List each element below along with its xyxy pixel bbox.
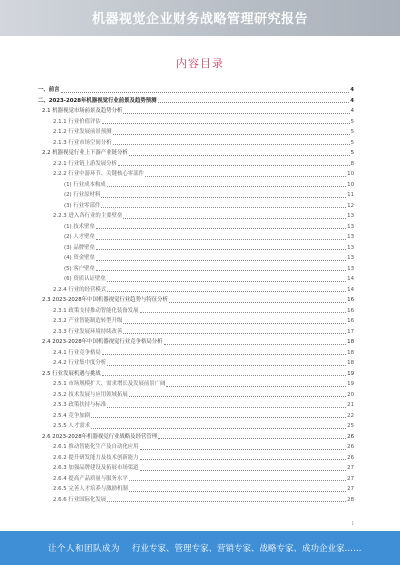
page-number: 1 <box>351 521 354 526</box>
toc-entry-label: 2.1.1 行业价值评估 <box>53 118 101 125</box>
toc-entry-page: 27 <box>347 486 354 493</box>
toc-entry[interactable] <box>38 493 354 504</box>
toc-entry[interactable] <box>38 335 354 346</box>
toc-entry-page: 26 <box>347 433 354 440</box>
toc-entry[interactable] <box>38 398 354 409</box>
toc-leader-dots <box>140 470 347 471</box>
toc-entry[interactable] <box>38 146 354 157</box>
toc-entry-label: (3) 品牌壁垒 <box>64 244 95 251</box>
toc-leader-dots <box>102 354 346 355</box>
toc-leader-dots <box>158 438 346 439</box>
toc-entry-label: 2.3.2 产业智能制造转型升级 <box>53 318 123 325</box>
toc-entry-label: 2.2.1 行业链上游发展分析 <box>53 160 117 167</box>
toc-entry[interactable] <box>38 367 354 378</box>
toc-entry-page: 27 <box>347 475 354 482</box>
toc-leader-dots <box>96 260 346 261</box>
toc-entry[interactable] <box>38 104 354 115</box>
toc-entry-page: 20 <box>347 391 354 398</box>
toc-entry-label: (5) 客户壁垒 <box>64 265 95 272</box>
toc-leader-dots <box>140 312 347 313</box>
toc-leader-dots <box>96 249 346 250</box>
toc-entry-page: 13 <box>347 213 354 220</box>
toc-entry-label: 2.6.4 提高产品质量与服务水平 <box>53 475 128 482</box>
toc-leader-dots <box>129 155 350 156</box>
toc-leader-dots <box>96 239 346 240</box>
toc-entry[interactable] <box>38 325 354 336</box>
toc-entry-label: 2.2.4 行业的经营模式 <box>53 286 107 293</box>
toc-leader-dots <box>140 449 347 450</box>
toc-leader-dots <box>158 102 350 103</box>
toc-leader-dots <box>107 365 346 366</box>
toc-entry-label: 2.1.2 行业发展前景预测 <box>53 129 112 136</box>
toc-entry[interactable] <box>38 461 354 472</box>
toc-entry-page: 17 <box>347 328 354 335</box>
toc-leader-dots <box>113 134 350 135</box>
toc-entry-page: 22 <box>347 412 354 419</box>
toc-leader-dots <box>107 501 346 502</box>
toc-entry-page: 16 <box>347 318 354 325</box>
toc-entry-label: 2.2 机器视觉行业上下游产业链分析 <box>42 150 128 157</box>
toc-leader-dots <box>129 491 346 492</box>
toc-entry[interactable] <box>38 230 354 241</box>
footer-slogan: 让个人和团队成为 <box>48 544 121 554</box>
toc-entry-page: 4 <box>350 108 354 115</box>
toc-entry-page: 10 <box>347 181 354 188</box>
toc-entry-page: 8 <box>350 160 354 167</box>
toc-leader-dots <box>123 333 346 334</box>
toc-leader-dots <box>140 459 347 460</box>
toc-leader-dots <box>107 407 346 408</box>
toc-entry-page: 13 <box>347 234 354 241</box>
footer-banner <box>0 531 400 565</box>
toc-entry-label: (4) 资金壁垒 <box>64 255 95 262</box>
toc-entry-page: 25 <box>347 423 354 430</box>
toc-entry[interactable] <box>38 209 354 220</box>
toc-entry-page: 13 <box>347 255 354 262</box>
toc-entry-page: 13 <box>347 244 354 251</box>
toc-leader-dots <box>91 428 346 429</box>
toc-leader-dots <box>102 375 346 376</box>
toc-entry[interactable] <box>38 220 354 231</box>
toc-entry-page: 5 <box>350 129 354 136</box>
toc-entry[interactable] <box>38 377 354 388</box>
toc-entry-label: (2) 行业原材料 <box>64 192 101 199</box>
toc-entry[interactable] <box>38 262 354 273</box>
toc-leader-dots <box>107 186 346 187</box>
toc-entry[interactable] <box>38 83 354 94</box>
toc-entry-page: 19 <box>347 370 354 377</box>
toc-entry[interactable] <box>38 188 354 199</box>
toc-leader-dots <box>123 218 346 219</box>
footer-tagline: 行业专家、管理专家、营销专家、战略专家、成功企业家…… <box>132 544 362 554</box>
toc-entry[interactable] <box>38 283 354 294</box>
toc-leader-dots <box>145 176 346 177</box>
toc-entry-label: 2.4 2023-2028年中国机器视觉行业竞争格局分析 <box>42 339 163 346</box>
toc-entry-page: 28 <box>347 496 354 503</box>
toc-entry[interactable] <box>38 178 354 189</box>
toc-entry[interactable] <box>38 115 354 126</box>
toc-entry-label: 2.5 行业发展机遇与挑战 <box>42 370 101 377</box>
toc-entry[interactable] <box>38 293 354 304</box>
toc-entry-label: 2.5.5 人才需求 <box>53 423 90 430</box>
toc-entry-label: 一、前言 <box>38 87 60 94</box>
toc-entry-page: 12 <box>347 202 354 209</box>
toc-leader-dots <box>169 302 346 303</box>
toc-entry-label: 2.2.3 进入各行业的主要壁垒 <box>53 213 123 220</box>
toc-entry-page: 19 <box>347 381 354 388</box>
toc-entry-page: 26 <box>347 444 354 451</box>
toc-entry-page: 18 <box>347 349 354 356</box>
toc-entry-page: 4 <box>350 87 354 94</box>
toc-entry[interactable] <box>38 167 354 178</box>
toc-leader-dots <box>118 165 350 166</box>
toc-entry-page: 16 <box>347 297 354 304</box>
toc-entry-label: (6) 资质认证壁垒 <box>64 276 106 283</box>
toc-entry-label: 2.6.6 行业国际化发展 <box>53 496 107 503</box>
toc-entry[interactable] <box>38 94 354 105</box>
toc-entry[interactable] <box>38 346 354 357</box>
toc-entry[interactable] <box>38 430 354 441</box>
toc-entry[interactable] <box>38 136 354 147</box>
toc-entry-label: 2.5.2 技术发展与应用领域拓展 <box>53 391 128 398</box>
toc-entry-label: 2.1.3 行业市场空间分析 <box>53 139 112 146</box>
toc-leader-dots <box>101 197 346 198</box>
toc-leader-dots <box>107 291 346 292</box>
toc-leader-dots <box>102 123 350 124</box>
toc-entry-page: 13 <box>347 223 354 230</box>
toc-entry-label: 2.5.3 政策扶持与标准 <box>53 402 107 409</box>
toc-entry[interactable] <box>38 472 354 483</box>
toc-leader-dots <box>96 228 346 229</box>
header-banner <box>0 0 400 36</box>
toc-entry-page: 5 <box>350 150 354 157</box>
toc-entry-page: 14 <box>347 276 354 283</box>
toc-leader-dots <box>113 144 350 145</box>
toc-entry-label: (1) 技术壁垒 <box>64 223 95 230</box>
toc-leader-dots <box>129 396 346 397</box>
toc-entry-label: 2.6 2023-2028年机器视觉行业战略及经营管理 <box>42 433 158 440</box>
toc-entry[interactable] <box>38 251 354 262</box>
toc-leader-dots <box>96 270 346 271</box>
report-title: 机器视觉企业财务战略管理研究报告 <box>91 12 308 27</box>
toc-leader-dots <box>91 417 346 418</box>
toc-leader-dots <box>166 386 346 387</box>
toc-entry-page: 16 <box>347 307 354 314</box>
toc-entry[interactable] <box>38 388 354 399</box>
toc-entry-page: 27 <box>347 465 354 472</box>
toc-entry-label: 二、2023-2028年机器视觉行业前景及趋势预测 <box>38 97 157 104</box>
toc-entry-page: 11 <box>347 192 354 199</box>
toc-entry-label: 2.2.2 行业中游环节、关键核心零部件 <box>53 171 144 178</box>
toc-entry-label: 2.5.1 市场规模扩大、需求增长及发展前景广阔 <box>53 381 166 388</box>
toc-entry[interactable] <box>38 419 354 430</box>
toc-entry-page: 18 <box>347 339 354 346</box>
toc-entry-label: 2.6.3 加强品牌建设及拓展市场渠道 <box>53 465 139 472</box>
toc-entry-label: 2.6.5 完善人才培养与激励机制 <box>53 486 128 493</box>
toc-entry-page: 4 <box>350 97 354 104</box>
toc-leader-dots <box>129 480 346 481</box>
toc-leader-dots <box>107 281 346 282</box>
toc-leader-dots <box>123 113 349 114</box>
toc-entry-label: (3) 行业零部件 <box>64 202 101 209</box>
toc-entry-page: 5 <box>350 118 354 125</box>
toc-entry-label: (1) 行业成本构成 <box>64 181 106 188</box>
toc-entry[interactable] <box>38 482 354 493</box>
toc-entry-page: 10 <box>347 171 354 178</box>
toc-entry[interactable] <box>38 440 354 451</box>
toc-entry[interactable] <box>38 451 354 462</box>
toc-entry-page: 14 <box>347 286 354 293</box>
toc-entry[interactable] <box>38 356 354 367</box>
toc-leader-dots <box>164 344 347 345</box>
toc-entry-page: 21 <box>347 402 354 409</box>
toc-entry-label: (2) 人才壁垒 <box>64 234 95 241</box>
toc-entry-page: 18 <box>347 360 354 367</box>
toc-entry-page: 26 <box>347 454 354 461</box>
toc-entry-label: 2.1 机器视觉市场前景及趋势分析 <box>42 108 123 115</box>
toc-entry[interactable] <box>38 272 354 283</box>
toc-heading: 内容目录 <box>176 57 224 70</box>
toc-entry-label: 2.3 2023-2028年中国机器视觉行业趋势与特征分析 <box>42 297 168 304</box>
toc-entry[interactable] <box>38 409 354 420</box>
toc-leader-dots <box>123 323 346 324</box>
toc-entry-page: 5 <box>350 139 354 146</box>
toc-entry[interactable] <box>38 304 354 315</box>
toc-entry-label: 2.3.3 行业发展环境持续改善 <box>53 328 123 335</box>
toc-entry-label: 2.6.2 提升研发能力及技术创新能力 <box>53 454 139 461</box>
toc-entry[interactable] <box>38 199 354 210</box>
toc-entry-label: 2.6.1 推动智能化生产及自动化应用 <box>53 444 139 451</box>
toc-entry-label: 2.4.2 行业集中度分析 <box>53 360 107 367</box>
toc-entry[interactable] <box>38 241 354 252</box>
toc-leader-dots <box>101 207 346 208</box>
toc-entry[interactable] <box>38 314 354 325</box>
toc-entry-page: 13 <box>347 265 354 272</box>
table-of-contents <box>38 83 354 503</box>
toc-entry-label: 2.3.1 政策支持推动智能化装备发展 <box>53 307 139 314</box>
toc-entry[interactable] <box>38 125 354 136</box>
toc-leader-dots <box>61 92 350 93</box>
toc-entry-label: 2.5.4 竞争加剧 <box>53 412 90 419</box>
toc-entry[interactable] <box>38 157 354 168</box>
toc-entry-label: 2.4.1 行业竞争格局 <box>53 349 101 356</box>
